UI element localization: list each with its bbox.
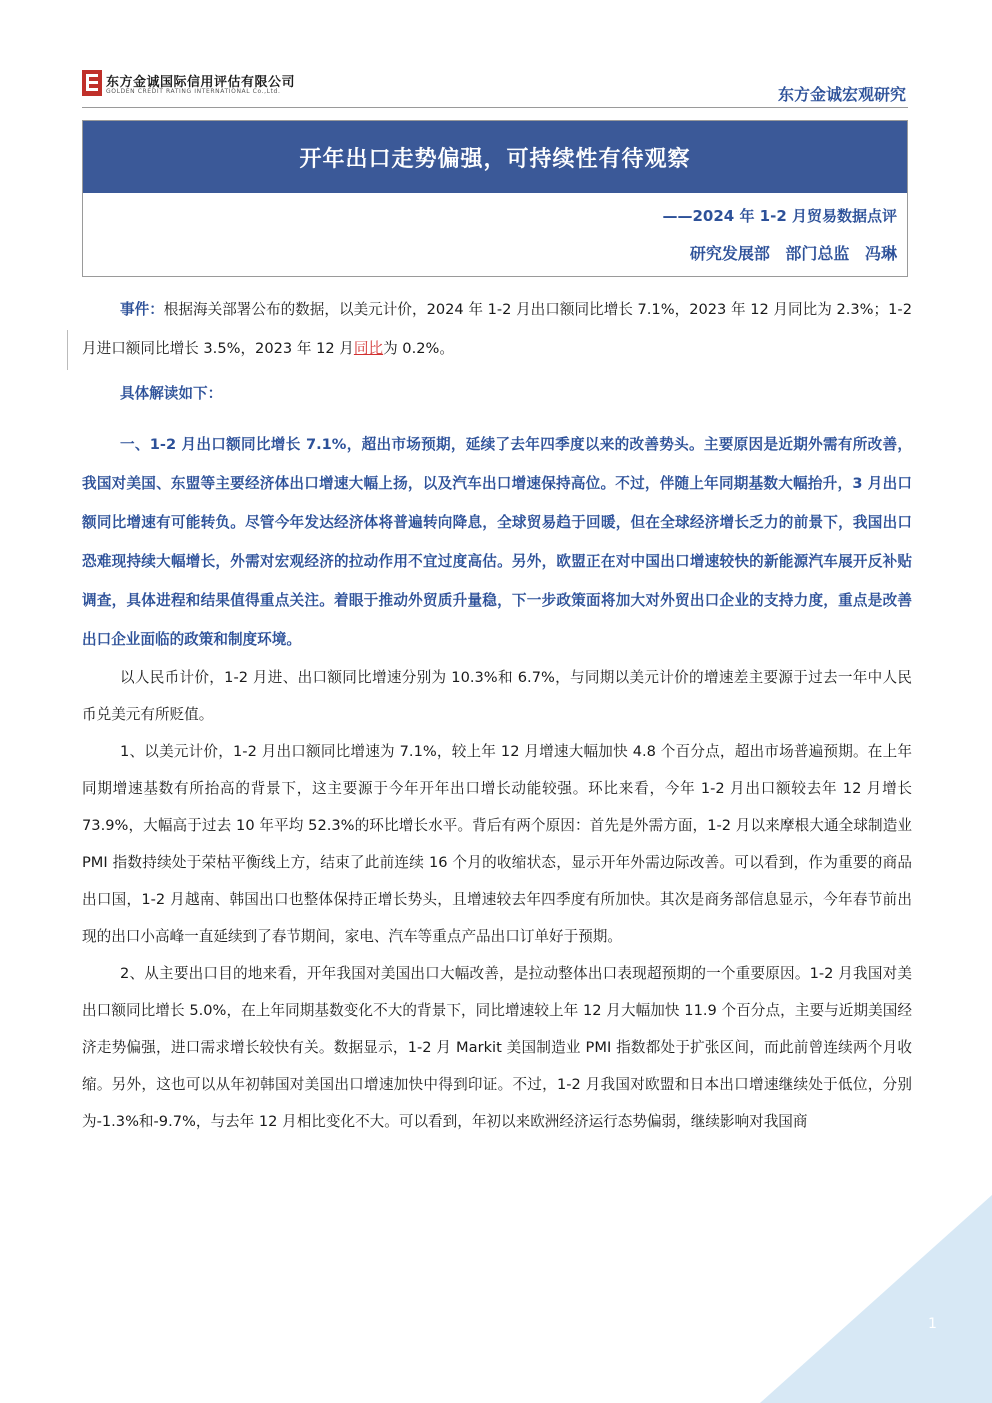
- event-label: 事件：: [120, 301, 164, 318]
- event-text-1: 根据海关部署公布的数据，以美元计价，2024 年 1-2 月出口额同比增长 7.1%，2023 年 12 月同比为 2.3%；1-2 月进口额同比增长 3.5%，2023 年 12 月: [82, 301, 912, 357]
- point2-paragraph: 2、从主要出口目的地来看，开年我国对美国出口大幅改善，是拉动整体出口表现超预期的一个重要原因。1-2 月我国对美出口额同比增长 5.0%，在上年同期基数变化不大的背景下，同比增速较上年 12 月大幅加快 11.9 个百分点，主要与近期美国经济走势偏强，进口需求增长较快有关。数据显示，1-2 月 Markit 美国制造业 PMI 指数都处于扩张区间，而此前曾连续两个月收缩。另外，这也可以从年初韩国对美国出口增速加快中得到印证。不过，1-2 月我国对欧盟和日本出口增速继续处于低位，分别为-1.3%和-9.7%，与去年 12 月相比变化不大。可以看到，年初以来欧洲经济运行态势偏弱，继续影响对我国商: [82, 965, 912, 1130]
- report-body: [82, 290, 912, 1140]
- title-box: [82, 120, 908, 277]
- title-band: [83, 121, 907, 193]
- event-link[interactable]: 同比: [353, 340, 384, 357]
- point1-paragraph: 1、以美元计价，1-2 月出口额同比增速为 7.1%，较上年 12 月增速大幅加快 4.8 个百分点，超出市场普遍预期。在上年同期增速基数有所抬高的背景下，这主要源于今年开年出口增长动能较强。环比来看，今年 1-2 月出口额较去年 12 月增长 73.9%，大幅高于过去 10 年平均 52.3%的环比增长水平。背后有两个原因：首先是外需方面，1-2 月以来摩根大通全球制造业 PMI 指数持续处于荣枯平衡线上方，结束了此前连续 16 个月的收缩状态，显示开年外需边际改善。可以看到，作为重要的商品出口国，1-2 月越南、韩国出口也整体保持正增长势头，且增速较去年四季度有所加快。其次是商务部信息显示，今年春节前出现的出口小高峰一直延续到了春节期间，家电、汽车等重点产品出口订单好于预期。: [82, 743, 912, 945]
- report-title: 开年出口走势偏强，可持续性有待观察: [299, 147, 691, 172]
- report-authors: 研究发展部 部门总监 冯琳: [689, 244, 897, 263]
- margin-mark: [67, 330, 68, 370]
- rmb-paragraph: 以人民币计价，1-2 月进、出口额同比增速分别为 10.3%和 6.7%，与同期以美元计价的增速差主要源于过去一年中人民币兑美元有所贬值。: [82, 669, 912, 723]
- page-header: [82, 70, 908, 104]
- event-text-2: 为 0.2%。: [383, 340, 454, 357]
- page-number: 1: [928, 1316, 937, 1332]
- intro-heading: 具体解读如下：: [120, 385, 223, 402]
- company-name-cn: 东方金诚国际信用评估有限公司: [106, 75, 296, 90]
- report-subtitle: ——2024 年 1-2 月贸易数据点评: [662, 207, 897, 225]
- section1-summary: 一、1-2 月出口额同比增长 7.1%，超出市场预期，延续了去年四季度以来的改善势头。主要原因是近期外需有所改善，我国对美国、东盟等主要经济体出口增速大幅上扬，以及汽车出口增速保持高位。不过，伴随上年同期基数大幅抬升，3 月出口额同比增速有可能转负。尽管今年发达经济体将普遍转向降息，全球贸易趋于回暖，但在全球经济增长乏力的前景下，我国出口恐难现持续大幅增长，外需对宏观经济的拉动作用不宜过度高估。另外，欧盟正在对中国出口增速较快的新能源汽车展开反补贴调查，具体进程和结果值得重点关注。着眼于推动外贸质升量稳，下一步政策面将加大对外贸出口企业的支持力度，重点是改善出口企业面临的政策和制度环境。: [82, 436, 912, 648]
- company-name-en: GOLDEN CREDIT RATING INTERNATIONAL Co.,Ltd.: [106, 88, 281, 95]
- company-logo-icon: [82, 70, 102, 96]
- header-divider: [82, 107, 908, 108]
- series-label: 东方金诚宏观研究: [777, 85, 906, 104]
- event-paragraph: [82, 290, 912, 368]
